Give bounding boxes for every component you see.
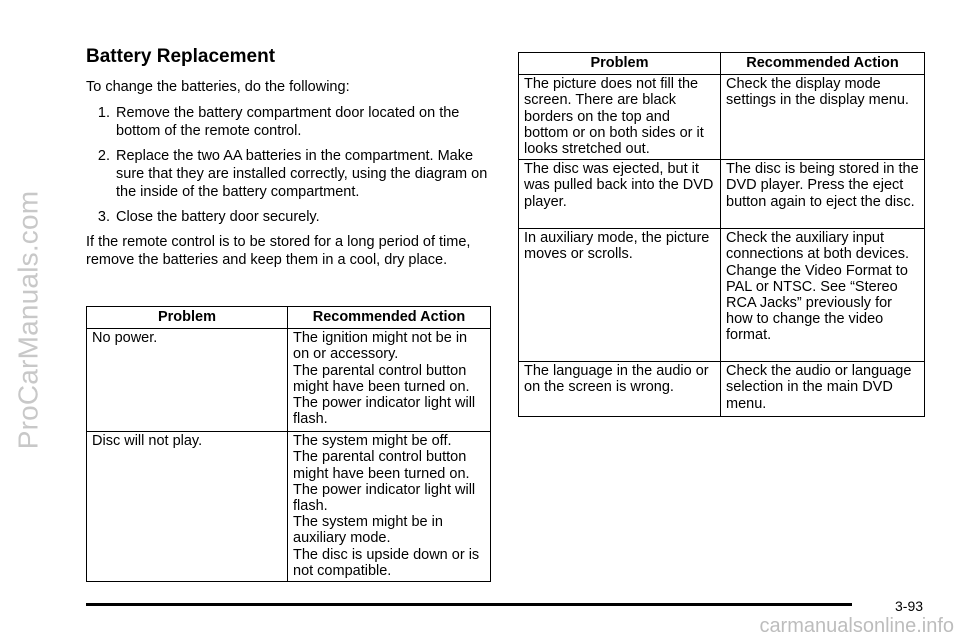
table-header-row xyxy=(519,53,925,75)
table-row xyxy=(519,362,925,417)
action-line: The parental control button might have been turned on. The power indicator light will flash. xyxy=(293,449,476,515)
step-item xyxy=(86,147,490,201)
table-row xyxy=(87,329,491,432)
section-title: Battery Replacement xyxy=(86,46,276,67)
problem-cell: The language in the audio or on the screen is wrong. xyxy=(519,362,721,417)
problem-cell: The disc was ejected, but it was pulled back into the DVD player. xyxy=(519,160,721,229)
side-watermark xyxy=(6,0,50,640)
problem-cell: In auxiliary mode, the picture moves or scrolls. xyxy=(519,229,721,362)
problem-action-table-right xyxy=(518,52,925,417)
action-line: Check the auxiliary input connections at both devices. xyxy=(726,230,909,263)
action-line: Check the display mode settings in the display menu. xyxy=(726,76,909,109)
table-row xyxy=(87,432,491,582)
table-header-row xyxy=(87,307,491,329)
step-item xyxy=(86,208,490,226)
intro-text: To change the batteries, do the following: xyxy=(86,79,350,95)
problem-cell: Disc will not play. xyxy=(87,432,288,582)
step-item xyxy=(86,104,490,140)
step-number: 2. xyxy=(97,148,110,164)
step-text: Close the battery door securely. xyxy=(116,209,320,225)
problem-cell: The picture does not fill the screen. There are black borders on the top and bottom or on both sides or it looks stretched out. xyxy=(519,75,721,160)
side-watermark-text: ProCarManuals.com xyxy=(12,190,44,450)
action-cell xyxy=(721,229,925,362)
table-row xyxy=(519,160,925,229)
action-line: The disc is upside down or is not compatible. xyxy=(293,546,480,579)
footer-rule xyxy=(86,603,852,606)
storage-note: If the remote control is to be stored for a long period of time, remove the batteries and keep them in a cool, dry place. xyxy=(86,234,471,268)
action-line: The system might be in auxiliary mode. xyxy=(293,514,443,547)
header-problem: Problem xyxy=(87,307,288,329)
step-number: 3. xyxy=(97,209,110,225)
step-text: Replace the two AA batteries in the compartment. Make sure that they are installed correctly, using the diagram on the inside of the battery compartment. xyxy=(116,148,488,200)
header-recommended-action: Recommended Action xyxy=(288,307,491,329)
action-line: The disc is being stored in the DVD player. Press the eject button again to eject the disc. xyxy=(726,161,919,210)
header-problem: Problem xyxy=(519,53,721,75)
step-number: 1. xyxy=(97,105,110,121)
action-cell xyxy=(288,432,491,582)
action-line: Check the audio or language selection in the main DVD menu. xyxy=(726,363,912,412)
table-row xyxy=(519,229,925,362)
page-number: 3-93 xyxy=(895,598,924,614)
left-column xyxy=(86,44,490,579)
steps-list xyxy=(86,104,490,226)
action-line: The parental control button might have been turned on. The power indicator light will flash. xyxy=(293,362,476,428)
header-recommended-action: Recommended Action xyxy=(721,53,925,75)
action-cell xyxy=(721,362,925,417)
problem-action-table-left xyxy=(86,306,491,582)
action-line: The system might be off. xyxy=(293,433,452,450)
bottom-watermark: carmanualsonline.info xyxy=(759,615,954,637)
problem-cell: No power. xyxy=(87,329,288,432)
action-line: Change the Video Format to PAL or NTSC. See “Stereo RCA Jacks” previously for how to change the video format. xyxy=(726,262,908,344)
action-cell xyxy=(721,160,925,229)
action-cell xyxy=(288,329,491,432)
table-row xyxy=(519,75,925,160)
action-line: The ignition might not be in on or accessory. xyxy=(293,330,468,363)
action-cell xyxy=(721,75,925,160)
step-text: Remove the battery compartment door located on the bottom of the remote control. xyxy=(116,105,460,139)
